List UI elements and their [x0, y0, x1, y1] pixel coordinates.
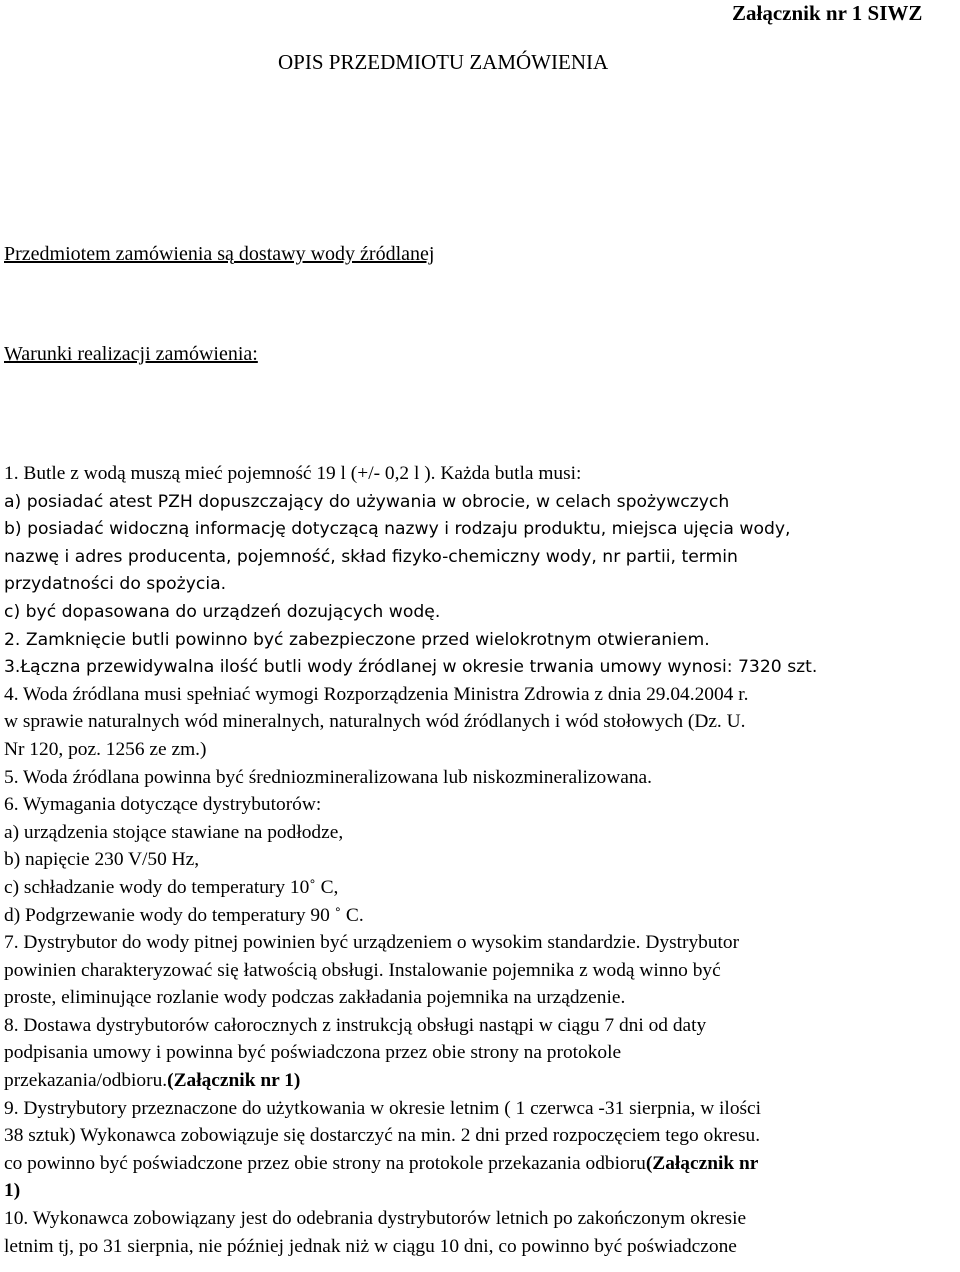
paragraph-line: c) schładzanie wody do temperatury 10˚ C,: [4, 876, 339, 898]
paragraph-line: 10. Wykonawca zobowiązany jest do odebrania dystrybutorów letnich po zakończonym okresie: [4, 1208, 747, 1230]
paragraph-line: a) posiadać atest PZH dopuszczający do używania w obrocie, w celach spożywczych: [4, 491, 730, 512]
paragraph-line: letnim tj, po 31 sierpnia, nie później jednak niż w ciągu 10 dni, co powinno być poświadczone: [4, 1235, 737, 1257]
paragraph-line: przydatności do spożycia.: [4, 574, 227, 595]
paragraph-line: 4. Woda źródlana musi spełniać wymogi Rozporządzenia Ministra Zdrowia z dnia 29.04.2004 r.: [4, 683, 749, 705]
paragraph-line: podpisania umowy i powinna być poświadczona przez obie strony na protokole: [4, 1042, 622, 1064]
subject-line: Przedmiotem zamówienia są dostawy wody źródlanej: [4, 243, 435, 265]
paragraph-line: w sprawie naturalnych wód mineralnych, naturalnych wód źródlanych i wód stołowych (Dz. U.: [4, 711, 746, 733]
paragraph-line: 5. Woda źródlana powinna być średniozmineralizowana lub niskozmineralizowana.: [4, 766, 652, 788]
paragraph-line: co powinno być poświadczone przez obie strony na protokole przekazania odbioru(Załącznik nr: [4, 1152, 759, 1174]
annex-label: Załącznik nr 1 SIWZ: [732, 1, 923, 25]
annex-reference: (Załącznik nr: [645, 1152, 759, 1174]
paragraph-line: [4, 1177, 956, 1205]
paragraph-line: powinien charakteryzować się łatwością obsługi. Instalowanie pojemnika z wodą winno być: [4, 959, 721, 981]
paragraph-line: b) posiadać widoczną informację dotyczącą nazwy i rodzaju produktu, miejsca ujęcia wody,: [4, 519, 791, 540]
paragraph-line: przekazania/odbioru.(Załącznik nr 1): [4, 1070, 301, 1092]
annex-reference: 1): [4, 1180, 21, 1202]
paragraph-line: c) być dopasowana do urządzeń dozujących wodę.: [4, 601, 441, 622]
paragraph-line: b) napięcie 230 V/50 Hz,: [4, 849, 200, 871]
paragraph-line: 6. Wymagania dotyczące dystrybutorów:: [4, 794, 322, 816]
paragraph-line: a) urządzenia stojące stawiane na podłodze,: [4, 821, 344, 843]
paragraph-line: nazwę i adres producenta, pojemność, skład fizyko-chemiczny wody, nr partii, termin: [4, 546, 738, 567]
paragraph-line: 3.Łączna przewidywalna ilość butli wody źródlanej w okresie trwania umowy wynosi: 7320 szt.: [4, 657, 818, 678]
paragraph-line: 9. Dystrybutory przeznaczone do użytkowania w okresie letnim ( 1 czerwca -31 sierpnia, w ilości: [4, 1097, 762, 1119]
paragraph-line: 1. Butle z wodą muszą mieć pojemność 19 l (+/- 0,2 l ). Każda butla musi:: [4, 463, 582, 484]
paragraph-line: 2. Zamknięcie butli powinno być zabezpieczone przed wielokrotnym otwieraniem.: [4, 629, 710, 650]
document-title: OPIS PRZEDMIOTU ZAMÓWIENIA: [278, 50, 609, 74]
paragraph-line: 38 sztuk) Wykonawca zobowiązuje się dostarczyć na min. 2 dni przed rozpoczęciem tego okresu.: [4, 1125, 761, 1147]
paragraph-line: 7. Dystrybutor do wody pitnej powinien być urządzeniem o wysokim standardzie. Dystrybutor: [4, 932, 740, 954]
conditions-heading: Warunki realizacji zamówienia:: [4, 343, 258, 365]
paragraph-line: d) Podgrzewanie wody do temperatury 90 ˚ C.: [4, 904, 364, 926]
paragraph-line: Nr 120, poz. 1256 ze zm.): [4, 738, 207, 760]
paragraph-line: proste, eliminujące rozlanie wody podczas zakładania pojemnika na urządzenie.: [4, 987, 626, 1009]
annex-reference: (Załącznik nr 1): [167, 1070, 301, 1092]
document-body: [4, 460, 956, 1260]
paragraph-line: 8. Dostawa dystrybutorów całorocznych z instrukcją obsługi nastąpi w ciągu 7 dni od daty: [4, 1014, 707, 1036]
